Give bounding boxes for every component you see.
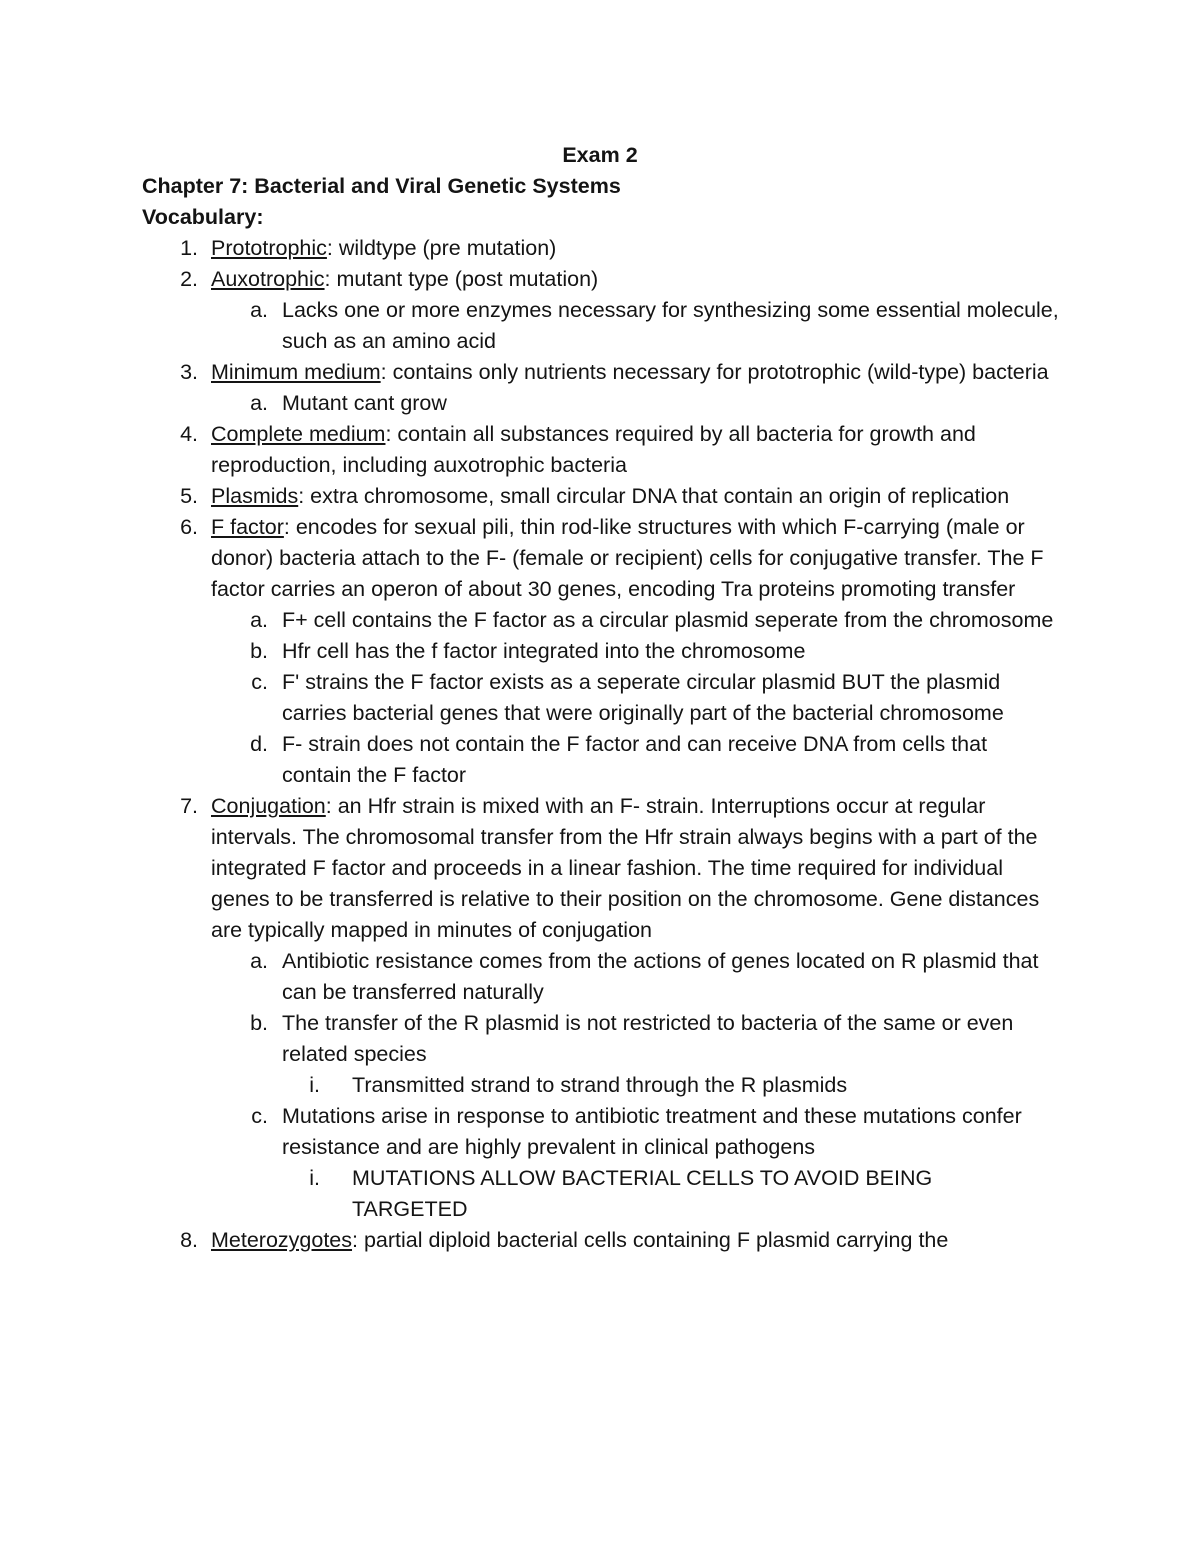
vocab-term: F factor [211, 515, 284, 539]
item-text: : mutant type (post mutation) [324, 267, 599, 291]
vocabulary-heading: Vocabulary: [142, 205, 264, 229]
list-item [0, 1225, 1061, 1256]
list-marker: i. [309, 1166, 320, 1190]
list-item [0, 729, 1062, 791]
list-item [0, 1070, 1052, 1101]
list-item [0, 605, 1062, 636]
page-title: Exam 2 [562, 143, 638, 167]
list-marker: 5. [180, 484, 198, 508]
list-item [0, 481, 1061, 512]
vocab-term: Auxotrophic [211, 267, 325, 291]
item-text: F' strains the F factor exists as a seperate circular plasmid BUT the plasmid carries bacterial genes that were originally part of the bacterial chromosome [282, 670, 1004, 725]
list-item [0, 512, 1061, 605]
list-marker: 4. [180, 422, 198, 446]
item-text: : an Hfr strain is mixed with an F- strain. Interruptions occur at regular intervals. The chromosomal transfer from the Hfr strain always begins with a part of the integrated F factor and proceeds in a linear fashion. The time required for individual genes to be transferred is relative to their position on the chromosome. Gene distances are typically mapped in minutes of conjugation [211, 794, 1040, 942]
item-text: The transfer of the R plasmid is not restricted to bacteria of the same or even related species [282, 1011, 1014, 1066]
list-item [0, 1163, 1052, 1225]
list-marker: a. [250, 949, 268, 973]
item-text: Transmitted strand to strand through the R plasmids [352, 1073, 848, 1097]
list-marker: 3. [180, 360, 198, 384]
item-text: : extra chromosome, small circular DNA that contain an origin of replication [298, 484, 1010, 508]
item-text: F- strain does not contain the F factor and can receive DNA from cells that contain the F factor [282, 732, 988, 787]
list-marker: b. [250, 1011, 268, 1035]
list-marker: b. [250, 639, 268, 663]
list-marker: 7. [180, 794, 198, 818]
list-item [0, 946, 1062, 1008]
item-text: Mutations arise in response to antibiotic treatment and these mutations confer resistance and are highly prevalent in clinical pathogens [282, 1104, 1022, 1159]
list-item [0, 357, 1061, 388]
vocab-term: Minimum medium [211, 360, 381, 384]
list-marker: a. [250, 298, 268, 322]
item-text: Hfr cell has the f factor integrated into the chromosome [282, 639, 806, 663]
list-marker: 8. [180, 1228, 198, 1252]
list-item [0, 667, 1062, 729]
list-marker: c. [251, 1104, 268, 1128]
list-item [0, 233, 1061, 264]
item-text: Mutant cant grow [282, 391, 447, 415]
list-marker: 1. [180, 236, 198, 260]
vocab-term: Conjugation [211, 794, 326, 818]
list-item [0, 636, 1062, 667]
list-item [0, 295, 1062, 357]
list-marker: 2. [180, 267, 198, 291]
item-text: F+ cell contains the F factor as a circular plasmid seperate from the chromosome [282, 608, 1054, 632]
list-item [0, 1101, 1062, 1163]
list-item [0, 419, 1061, 481]
item-text: : contain all substances required by all bacteria for growth and reproduction, including auxotrophic bacteria [211, 422, 976, 477]
vocab-term: Complete medium [211, 422, 386, 446]
list-item [0, 388, 1062, 419]
item-text: Antibiotic resistance comes from the actions of genes located on R plasmid that can be transferred naturally [282, 949, 1039, 1004]
item-text: : contains only nutrients necessary for prototrophic (wild-type) bacteria [380, 360, 1049, 384]
vocab-term: Prototrophic [211, 236, 327, 260]
vocabulary-list [0, 233, 1200, 1256]
list-item [0, 264, 1061, 295]
item-text: Lacks one or more enzymes necessary for synthesizing some essential molecule, such as an amino acid [282, 298, 1059, 353]
list-marker: a. [250, 391, 268, 415]
item-text: MUTATIONS ALLOW BACTERIAL CELLS TO AVOID BEING TARGETED [352, 1166, 933, 1221]
item-text: : partial diploid bacterial cells containing F plasmid carrying the [352, 1228, 949, 1252]
chapter-heading: Chapter 7: Bacterial and Viral Genetic Systems [142, 174, 621, 198]
item-text: : encodes for sexual pili, thin rod-like structures with which F-carrying (male or donor) bacteria attach to the F- (female or recipient) cells for conjugative transfer. The F factor carries an operon of about 30 genes, encoding Tra proteins promoting transfer [211, 515, 1044, 601]
list-item [0, 791, 1061, 946]
vocab-term: Plasmids [211, 484, 299, 508]
list-marker: a. [250, 608, 268, 632]
vocab-term: Meterozygotes [211, 1228, 353, 1252]
list-marker: 6. [180, 515, 198, 539]
item-text: : wildtype (pre mutation) [326, 236, 557, 260]
list-item [0, 1008, 1062, 1070]
list-marker: c. [251, 670, 268, 694]
list-marker: d. [250, 732, 268, 756]
list-marker: i. [309, 1073, 320, 1097]
